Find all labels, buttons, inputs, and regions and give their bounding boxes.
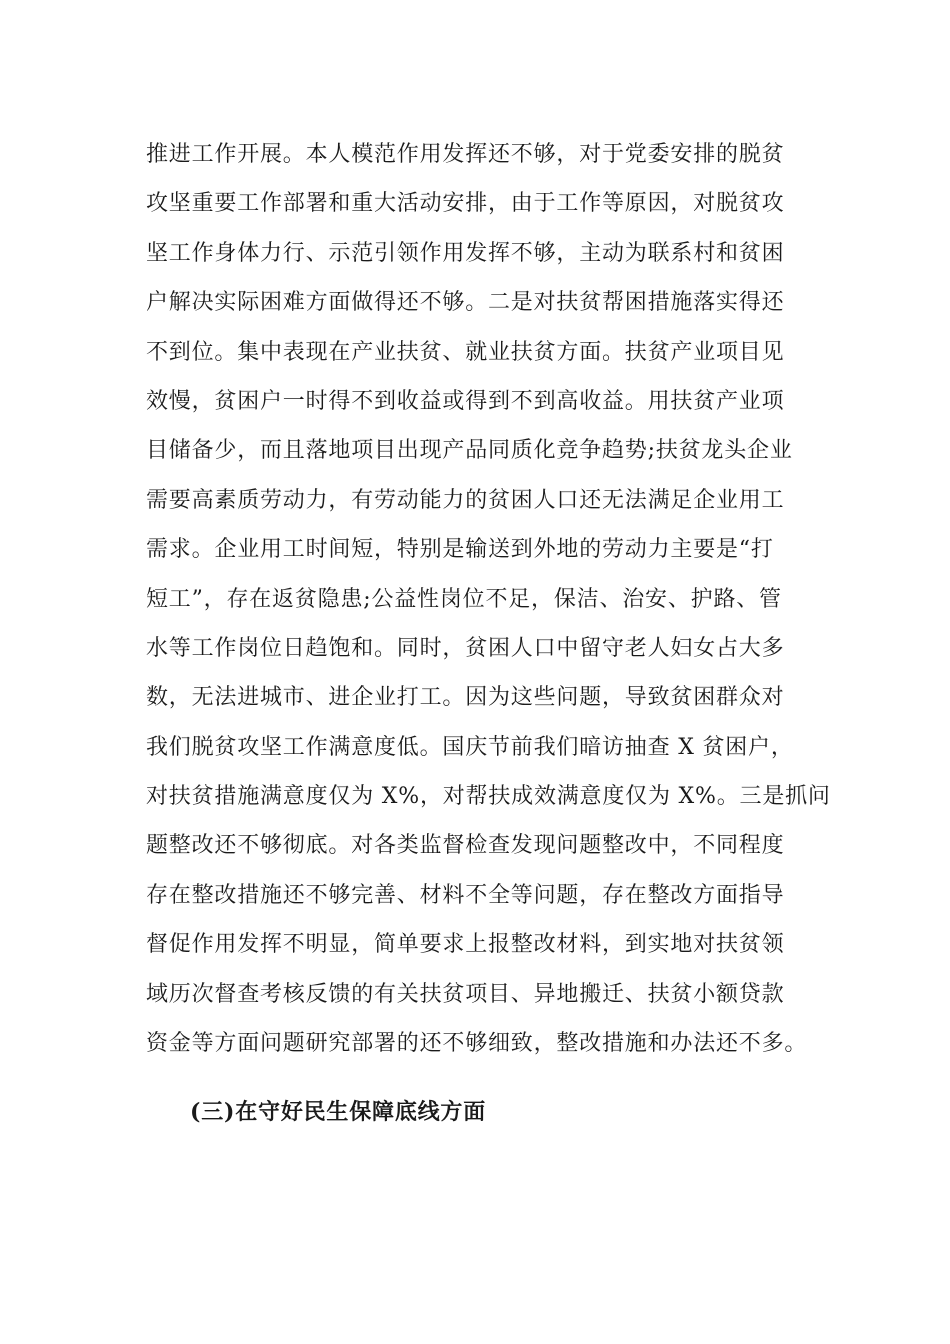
paragraph-line: 对扶贫措施满意度仅为 X%，对帮扶成效满意度仅为 X%。三是抓问 [146,784,831,810]
paragraph-line: 资金等方面问题研究部署的还不够细致，整改措施和办法还不多。 [146,1031,808,1057]
paragraph-line: 坚工作身体力行、示范引领作用发挥不够，主动为联系村和贫困 [146,240,785,266]
paragraph-line: 目储备少，而且落地项目出现产品同质化竞争趋势;扶贫龙头企业 [146,438,793,464]
body-paragraph [146,130,831,1068]
paragraph-line: 需要高素质劳动力，有劳动能力的贫困人口还无法满足企业用工 [146,487,785,513]
paragraph-line: 我们脱贫攻坚工作满意度低。国庆节前我们暗访抽查 X 贫困户， [146,734,794,760]
paragraph-line: 不到位。集中表现在产业扶贫、就业扶贫方面。扶贫产业项目见 [146,339,785,365]
paragraph-line: 攻坚重要工作部署和重大活动安排，由于工作等原因，对脱贫攻 [146,191,785,217]
paragraph-line: 督促作用发挥不明显，简单要求上报整改材料，到实地对扶贫领 [146,932,785,958]
paragraph-line: 水等工作岗位日趋饱和。同时，贫困人口中留守老人妇女占大多 [146,635,785,661]
paragraph-line: 短工”，存在返贫隐患;公益性岗位不足，保洁、治安、护路、管 [146,586,782,612]
paragraph-line: 域历次督查考核反馈的有关扶贫项目、异地搬迁、扶贫小额贷款 [146,981,785,1007]
paragraph-line: 户解决实际困难方面做得还不够。二是对扶贫帮困措施落实得还 [146,290,785,316]
section-heading: (三)在守好民生保障底线方面 [190,1099,487,1125]
paragraph-line: 题整改还不够彻底。对各类监督检查发现问题整改中，不同程度 [146,833,785,859]
paragraph-line: 效慢，贫困户一时得不到收益或得到不到高收益。用扶贫产业项 [146,388,785,414]
paragraph-line: 数，无法进城市、进企业打工。因为这些问题，导致贫困群众对 [146,685,785,711]
paragraph-line: 需求。企业用工时间短，特别是输送到外地的劳动力主要是“打 [146,537,774,563]
paragraph-line: 存在整改措施还不够完善、材料不全等问题，存在整改方面指导 [146,882,785,908]
paragraph-line: 推进工作开展。本人模范作用发挥还不够，对于党委安排的脱贫 [146,142,785,167]
